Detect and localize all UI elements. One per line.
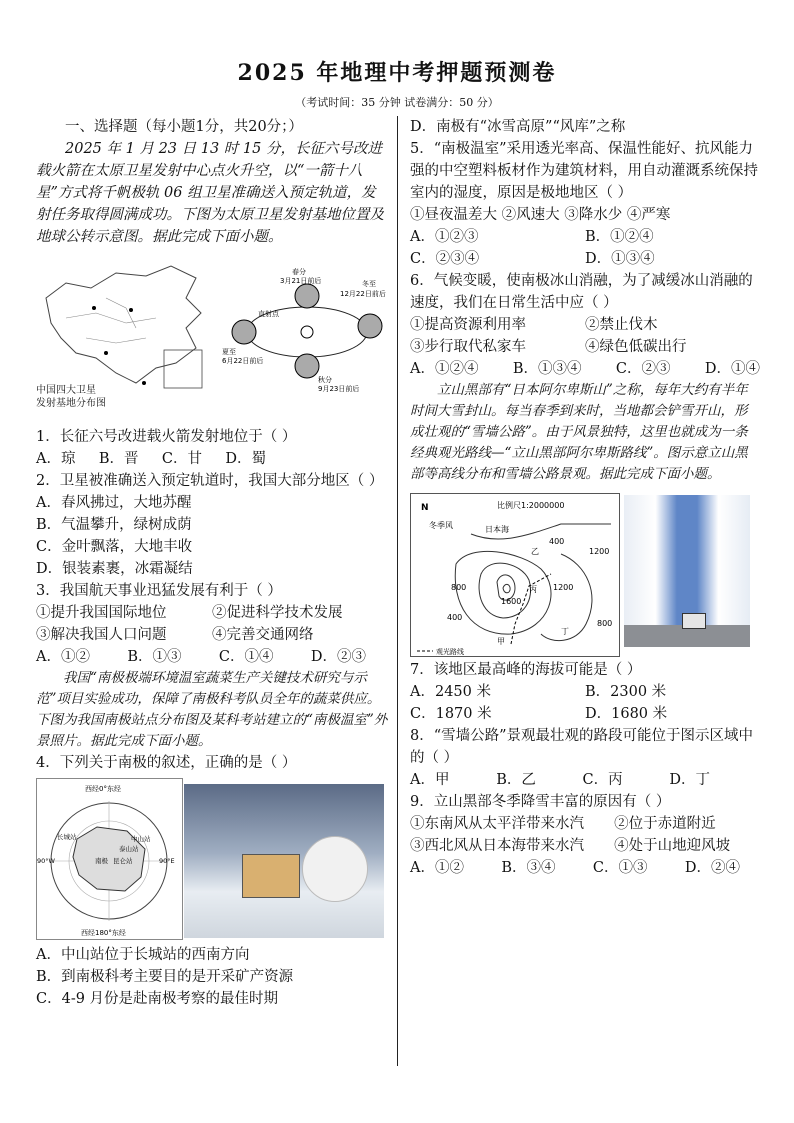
statement: ③步行取代私家车 bbox=[410, 339, 526, 355]
map-caption: 中国四大卫星 发射基地分布图 bbox=[36, 385, 106, 409]
contour-800: 800 bbox=[451, 583, 467, 592]
option[interactable]: A．①②③ bbox=[410, 229, 479, 245]
contour-1200: 1200 bbox=[589, 547, 610, 556]
option[interactable]: B．到南极科考主要目的是开采矿产资源 bbox=[36, 969, 294, 985]
contour-1200-b: 1200 bbox=[553, 583, 574, 592]
question-6: 6．气候变暖，使南极冰山消融，为了减缓冰山消融的速度，我们在日常生活中应（ ） bbox=[410, 273, 753, 311]
passage-1: 2025 年 1 月 23 日 13 时 15 分，长征六号改进载火箭在太原卫星发射中心点火升空，以“一箭十八星”方式将千帆极轨 06 组卫星准确送入预定轨道，发射任务取得圆满成功。下图为太原卫星发射基地位置及地球公转示意图。据此完成下面小题。 bbox=[36, 141, 384, 245]
greenhouse-photo bbox=[184, 784, 384, 938]
north-arrow: N bbox=[421, 503, 429, 513]
point-jia: 甲 bbox=[497, 637, 505, 646]
option[interactable]: A．①② bbox=[36, 649, 90, 665]
scale-label: 比例尺1:2000000 bbox=[497, 501, 565, 510]
option[interactable]: B．气温攀升，绿树成荫 bbox=[36, 517, 192, 533]
statement: ④处于山地迎风坡 bbox=[614, 838, 731, 854]
snow-wall-photo bbox=[624, 495, 750, 647]
changcheng-station: 长城站 bbox=[57, 833, 77, 841]
option[interactable]: A．2450 米 bbox=[410, 684, 491, 700]
option[interactable]: D．蜀 bbox=[225, 451, 266, 467]
spring-date: 3月21日前后 bbox=[280, 277, 322, 285]
option[interactable]: B．①③ bbox=[127, 649, 182, 665]
option[interactable]: B．①③④ bbox=[512, 361, 582, 377]
page-title: 2025 年地理中考押题预测卷 bbox=[237, 60, 557, 86]
statement: ①东南风从太平洋带来水汽 bbox=[410, 816, 584, 832]
legend-label: 观光路线 bbox=[436, 648, 464, 656]
option[interactable]: C．甘 bbox=[161, 451, 202, 467]
statement: ④绿色低碳出行 bbox=[585, 339, 687, 355]
summer-label: 夏至 bbox=[222, 348, 236, 356]
option[interactable]: C．①④ bbox=[218, 649, 274, 665]
statement: ②禁止伐木 bbox=[585, 317, 658, 333]
contour-400-b: 400 bbox=[447, 613, 463, 622]
option[interactable]: D．1680 米 bbox=[585, 706, 668, 722]
question-7: 7．该地区最高峰的海拔可能是（ ） bbox=[410, 662, 642, 678]
sea-label: 日本海 bbox=[485, 525, 509, 534]
question-5-items: ①昼夜温差大 ②风速大 ③降水少 ④严寒 bbox=[410, 207, 671, 223]
contour-800-b: 800 bbox=[597, 619, 613, 628]
point-ding: 丁 bbox=[561, 627, 569, 636]
question-5: 5．“南极温室”采用透光率高、保温性能好、抗风能力强的中空塑料板材作为建筑材料，用自动灌溉系统保持室内的湿度，原因是极地地区（ ） bbox=[410, 141, 758, 201]
statement: ①提升我国国际地位 bbox=[36, 605, 167, 621]
antarctica-map bbox=[36, 778, 183, 940]
statement: ③西北风从日本海带来水汽 bbox=[410, 838, 584, 854]
option[interactable]: B．晋 bbox=[98, 451, 139, 467]
question-7-options bbox=[410, 681, 760, 703]
option[interactable]: C．1870 米 bbox=[410, 706, 492, 722]
question-8: 8．“雪墙公路”景观最壮观的路段可能位于图示区域中的（ ） bbox=[410, 728, 754, 766]
autumn-date: 9月23日前后 bbox=[318, 385, 360, 393]
option[interactable]: D．②③ bbox=[310, 649, 366, 665]
question-3-items bbox=[36, 602, 388, 624]
east-90-label: 90°E bbox=[159, 857, 175, 865]
option[interactable]: A．①② bbox=[410, 860, 464, 876]
option[interactable]: A．琼 bbox=[36, 451, 76, 467]
option[interactable]: C．②③④ bbox=[410, 251, 480, 267]
question-9-items bbox=[410, 835, 760, 857]
option[interactable]: D．②④ bbox=[684, 860, 740, 876]
question-6-options bbox=[410, 358, 760, 380]
exam-info: （考试时间：35 分钟 试卷满分：50 分） bbox=[295, 96, 499, 109]
direct-point-label: 直射点 bbox=[258, 310, 279, 318]
option[interactable]: B．乙 bbox=[496, 772, 536, 788]
question-2: 2．卫星被准确送入预定轨道时，我国大部分地区（ ） bbox=[36, 473, 384, 489]
winter-date: 12月22日前后 bbox=[340, 290, 386, 298]
option[interactable]: C．金叶飘落，大地丰收 bbox=[36, 539, 193, 555]
left-column bbox=[36, 116, 388, 1010]
dome-shape bbox=[302, 836, 368, 902]
statement: ④完善交通网络 bbox=[212, 627, 314, 643]
option[interactable]: C．①③ bbox=[592, 860, 648, 876]
zhongshan-station: 中山站 bbox=[131, 835, 151, 843]
contour-map bbox=[410, 493, 620, 657]
map-bottom-label: 西经180°东经 bbox=[81, 929, 126, 937]
taishan-station: 泰山站 bbox=[119, 845, 139, 853]
wind-label: 冬季风 bbox=[429, 521, 453, 530]
column-divider bbox=[397, 116, 398, 1066]
option[interactable]: A．①②④ bbox=[410, 361, 479, 377]
figure-2 bbox=[36, 778, 388, 944]
passage-3: 立山黑部有“日本阿尔卑斯山”之称，每年大约有半年时间大雪封山。每当春季到来时，当地都会铲雪开山，形成壮观的“雪墙公路”。由于风景独特，这里也就成为一条经典观光路线—“立山黑部阿尔卑斯路线”。图示意立山黑部等高线分布和雪墙公路景观。据此完成下面小题。 bbox=[410, 382, 748, 482]
statement: ①提高资源利用率 bbox=[410, 317, 526, 333]
option[interactable]: B．①②④ bbox=[585, 229, 654, 245]
option[interactable]: C．丙 bbox=[582, 772, 623, 788]
option[interactable]: D．银装素裹，冰霜凝结 bbox=[36, 561, 193, 577]
map-top-label: 西经0°东经 bbox=[85, 785, 121, 793]
spring-label: 春分 bbox=[292, 268, 306, 276]
question-3-options bbox=[36, 646, 366, 668]
kunlun-station: 昆仑站 bbox=[113, 857, 133, 865]
summer-date: 6月22日前后 bbox=[222, 357, 264, 365]
west-90-label: 90°W bbox=[37, 857, 55, 865]
winter-label: 冬至 bbox=[362, 280, 376, 288]
china-map bbox=[36, 258, 216, 398]
section-heading: 一、选择题（每小题1分，共20分；） bbox=[65, 119, 303, 135]
option[interactable]: A．甲 bbox=[410, 772, 450, 788]
point-bing: 丙 bbox=[529, 585, 537, 594]
option[interactable]: C．4-9 月份是赴南极考察的最佳时期 bbox=[36, 991, 279, 1007]
option[interactable]: D．丁 bbox=[669, 772, 710, 788]
figure-3 bbox=[410, 493, 760, 659]
south-pole-label: 南极 bbox=[95, 857, 108, 865]
statement: ②促进科学技术发展 bbox=[212, 605, 343, 621]
option[interactable]: B．③④ bbox=[501, 860, 556, 876]
contour-1600: 1600 bbox=[501, 597, 522, 606]
question-3: 3．我国航天事业迅猛发展有利于（ ） bbox=[36, 583, 282, 599]
question-1-options bbox=[36, 448, 266, 470]
question-5-options bbox=[410, 248, 760, 270]
question-3-items bbox=[36, 624, 388, 646]
question-9-items bbox=[410, 813, 760, 835]
orbit-diagram bbox=[222, 254, 392, 404]
question-6-items bbox=[410, 314, 760, 336]
statement: ③解决我国人口问题 bbox=[36, 627, 167, 643]
right-column bbox=[410, 116, 760, 879]
question-8-options bbox=[410, 769, 710, 791]
question-7-options bbox=[410, 703, 760, 725]
bus-shape bbox=[682, 613, 706, 629]
option[interactable]: D．①③④ bbox=[585, 251, 655, 267]
question-6-items bbox=[410, 336, 760, 358]
question-9-options bbox=[410, 857, 740, 879]
option[interactable]: B．2300 米 bbox=[585, 684, 667, 700]
contour-400: 400 bbox=[549, 537, 565, 546]
question-1: 1．长征六号改进载火箭发射地位于（ ） bbox=[36, 429, 297, 445]
question-5-options bbox=[410, 226, 760, 248]
passage-2: 我国“南极极端环境温室蔬菜生产关键技术研究与示范”项目实验成功，保障了南极科考队员全年的蔬菜供应。下图为我国南极站点分布图及某科考站建立的“南极温室”外景照片。据此完成下面小题。 bbox=[36, 670, 388, 749]
option[interactable]: C．②③ bbox=[615, 361, 671, 377]
statement: ②位于赤道附近 bbox=[614, 816, 716, 832]
figure-1 bbox=[36, 254, 388, 426]
autumn-label: 秋分 bbox=[318, 376, 332, 384]
question-9: 9．立山黑部冬季降雪丰富的原因有（ ） bbox=[410, 794, 671, 810]
question-4: 4．下列关于南极的叙述，正确的是（ ） bbox=[36, 755, 297, 771]
option[interactable]: D．①④ bbox=[704, 361, 760, 377]
option[interactable]: A．中山站位于长城站的西南方向 bbox=[36, 947, 250, 963]
point-yi: 乙 bbox=[531, 547, 539, 556]
option[interactable]: D．南极有“冰雪高原”“风库”之称 bbox=[410, 119, 626, 135]
greenhouse-shape bbox=[242, 854, 300, 898]
option[interactable]: A．春风拂过，大地苏醒 bbox=[36, 495, 192, 511]
